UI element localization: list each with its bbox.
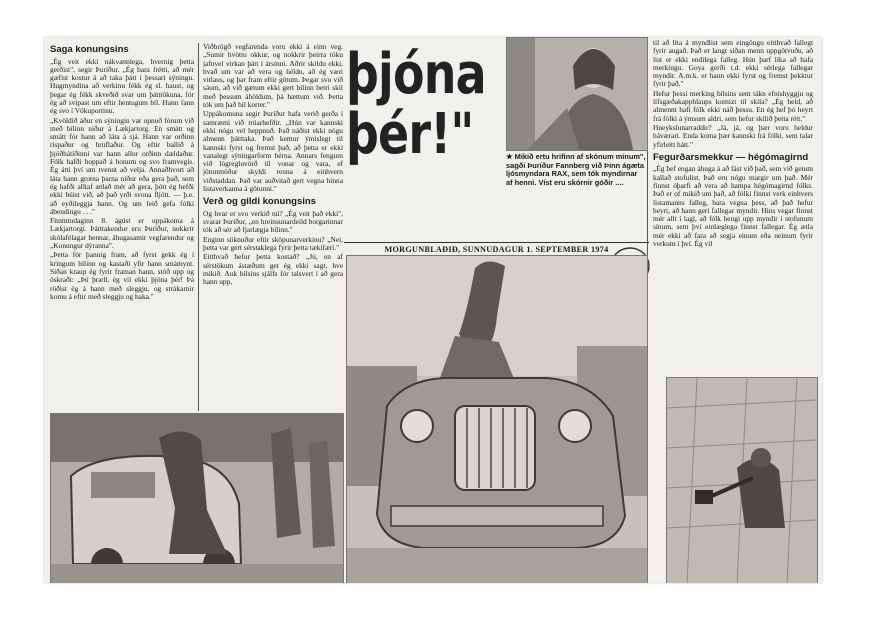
paragraph: „Kvöldið áður en sýningin var opnuð fórum við með bílinn niður á Lækjartorg. En smátt og smátt fór hann að láta á sjá. Hann var orðinn rispaður og hruflaður. Og eftir ballið á þjóðhátíðinni var hann allur orðinn dældaður. Fólk hafði hoppað á honum og svo framvegis. Ég átti því um tvennt að velja. Annaðhvort að láta hann grotna þarna niður eða gera það, sem ég hafði alltaf ætlað mér að gera, þótt ég hefði ekki búist við, að það yrði svona fljótt. — þ.e. að eyðileggja hann. Og um leið gefa fólki ábendingu . . ." [50,115,194,216]
street-photo [50,413,344,583]
paragraph: Viðbrögð vegfarenda voru ekki á einn veg. „Sumir hvöttu okkur, og nokkrir þeirra tóku jafnvel virkan þátt í ársinni. Aðrir skildu ekki, hvað um var að vera og héldu, að ég væri vitlaus, og þar fram eftir götum. Þegar svo við sáum, að við gætum ekki gert bílinn betri skil með þessum áhöldum, þá hættum við. Þetta tók um það bil korter." [203,43,343,110]
paragraph: „Ég veit ekki nákvæmlega, hvernig þetta gerðist", segir Þuríður. „Ég bara frétti, að mér gæfist kostur á að taka þátt í þessari sýningu. Hugmyndina að verkinu fékk ég sl. haust, og þegar ég fékk skveðið svar um þátttökuna, fór ég að svipast um eftir hentugum bíl. Hann fann ég svo í Vökuportinu. [50,56,194,116]
section-heading-verd: Verð og gildi konungsins [203,196,316,208]
sledgehammer-photo [666,377,818,583]
paragraph: Eitthvað hefur þetta kostað? „Jú, en af sérstökum ástæðum get ég ekki sagt, hve mikið. Auk bílsins sjálfs fór talsvert í að gera hann upp, [203,252,343,287]
article-column-1 [50,41,194,409]
section-heading-fegurd: Fegurðarsmekkur — hégómagirnd [653,151,809,163]
section-heading-saga: Saga konungsins [50,44,129,55]
paragraph: Enginn söknuður eftir sköpunarverkinu? „Nei, þetta var gert sérstaklega fyrir þetta tækifæri." [203,234,343,253]
newspaper-masthead: MORGUNBLAÐIÐ, SUNNUDAGUR 1. SEPTEMBER 1974 [344,242,649,254]
article-column-4 [653,39,813,379]
paragraph: Hefur þessi merking bílsins sem tákn efnishyggju og lífsgæðakapphlaups komizt til skila? „Ég held, að almennt hafi fólk ekki náð þessu. En ég hef þó heyrt frá fólki á ýmsum aldri, sem hefur skilið þetta rétt." [653,88,813,123]
newspaper-clipping [44,37,822,583]
car-photo-drawing [347,256,647,583]
paragraph: Uppákomuna segir Þuríður hafa verið gerða í samræmi við trúarhefðir. „Hún var kannski ekki nógu vel heppnuð. Það náðist ekki nógu almenn þátttaka. Það kemur ýmislegt til kannski fyrst og fremst það, að þetta er ekki vanalegt sýningarform hérna. Annars fengum við lögregluvörð til vonar og vara, ef jötunmóður skyldi renna á einhvern viðstaddan. Það var auðvitað gert vegna hinna listaverkanna á götunni." [203,109,343,194]
paragraph: Og hvar er svo verkið nú? „Ég veit það ekki", svarar Þuríður, „en hreinsunardeild borgarinnar tók að sér að fjarlægja bílinn." [203,208,343,235]
sledgehammer-photo-drawing [667,378,817,583]
column-divider [198,43,199,411]
photo-caption: ★ Mikið ertu hrifinn af skónum mínum", sagði Þuríður Fannberg við Þinn ágæta ljósmyndara RAX, sem tók myndirnar af henni. Víst eru skórnir góðir .... [506,152,646,187]
paragraph: Fimmtudaginn 8. ágúst er uppákoma á Lækjartorgi. Þátttakendur eru Þuríður, nokkrir skólafélagar hennar, áhugasamir vegfarendur og „Konungur dýranna". [50,216,194,251]
portrait-photo-drawing [507,38,647,150]
portrait-photo [506,37,648,151]
paragraph: til að líta á myndlist sem eingöngu eitthvað fallegt fyrir augað. Það er langt síðan menn uppgötvuðu, að list er ekki endilega falleg. Hún þarf líka að hafa merkingu. Goya gerði t.d. ekki sérlega fallegar myndir. A.m.k. er hann ekki fyrst og fremst þekktur fyrir það." [653,39,813,89]
paragraph: „Þetta fór þannig fram, að fyrst gekk ég í kringum bílinn og kastaði yfir hann smámynt. Síðan kraup ég fyrir framan hann, stóð upp og öskraði: „Þú þræll, ég vil ekki þjóna þér! Þá röðist ég á hann með sleggju, og strákarnir komu á eftir með sleggju og haka." [50,250,194,301]
headline [346,42,486,195]
paragraph: Hneykslunarraddir? „Já, já, og þær voru heldur háværari. Enda koma þær kannski frá fólki, sem talar yfirleitt hátt." [653,122,813,149]
car-photo [346,255,648,583]
article-column-2 [203,43,343,415]
street-photo-drawing [51,414,343,583]
headline-line-1: þjóna [346,42,486,107]
headline-line-2: þér!" [346,102,474,167]
paragraph: „Ég hef engan áhuga á að fást við það, sem við getum kallað stofulist. Það eru nógu margir um það. Mér finnst óþarfi að vera að hampa hégómagirnd fólks. Það er of mikið um það, að fólki finnst verk einhvers listamanns falleg, bara vegna þess, að það hefur heyrt, að hann geri fallegar myndir. Hins vegar finnst mér allt í lagi, að fólk hengi upp myndir í stofunum sínum, sem því einlæglega finnst fallegar. Ég ætla mér ekki að fara að segja einum eða neinum fyrir verkum í því. Ég vil [653,164,813,249]
